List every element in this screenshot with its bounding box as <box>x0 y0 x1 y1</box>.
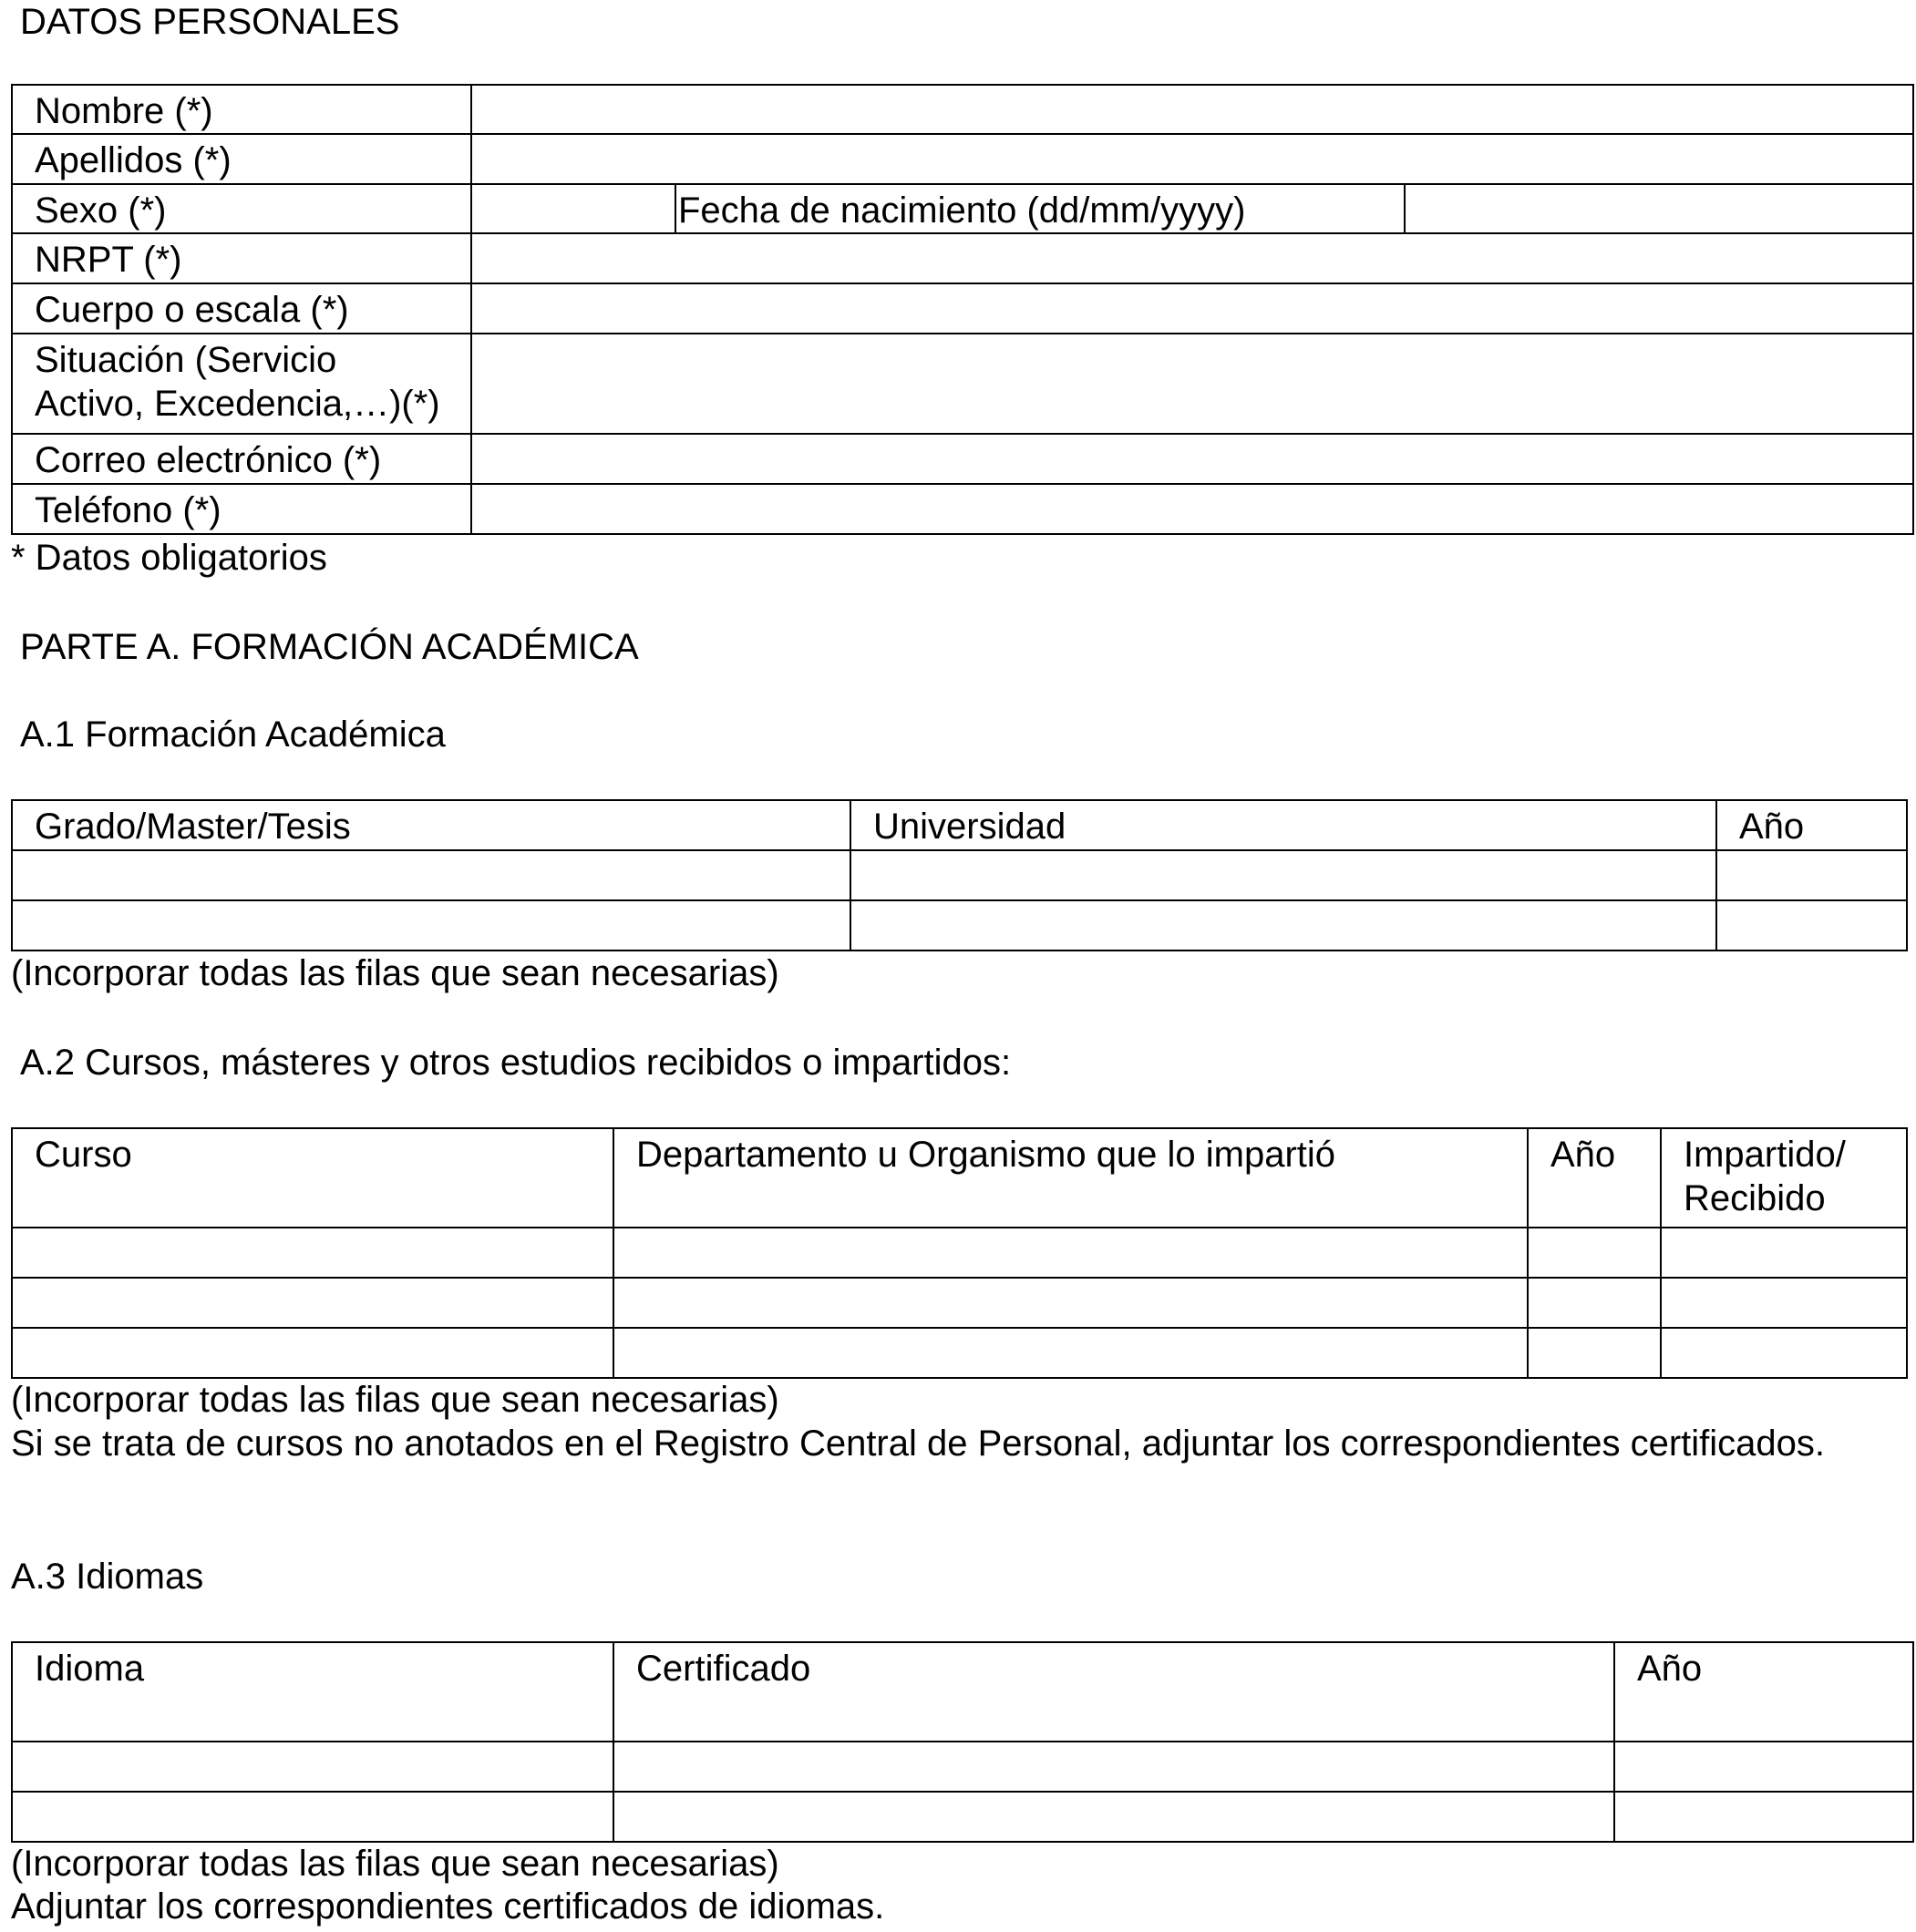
label-situacion-line1: Situación (Servicio <box>35 340 337 380</box>
a3-cell-idioma[interactable] <box>11 1791 614 1843</box>
input-telefono[interactable] <box>470 483 1914 535</box>
label-correo: Correo electrónico (*) <box>11 433 472 485</box>
a2-cell-departamento[interactable] <box>613 1277 1529 1329</box>
a3-cell-certificado[interactable] <box>613 1741 1615 1793</box>
label-situacion <box>11 333 472 435</box>
a2-cell-impartido[interactable] <box>1660 1327 1908 1379</box>
input-nombre[interactable] <box>470 84 1914 135</box>
a1-cell-universidad[interactable] <box>850 899 1717 951</box>
label-sexo: Sexo (*) <box>11 183 472 234</box>
a2-cell-departamento[interactable] <box>613 1227 1529 1279</box>
a3-header-idioma: Idioma <box>11 1641 614 1742</box>
section-title-a1: A.1 Formación Académica <box>20 714 446 755</box>
label-apellidos: Apellidos (*) <box>11 133 472 185</box>
a3-cell-idioma[interactable] <box>11 1741 614 1793</box>
note-datos-obligatorios: * Datos obligatorios <box>11 538 327 578</box>
label-nrpt: NRPT (*) <box>11 232 472 284</box>
a1-cell-universidad[interactable] <box>850 849 1717 901</box>
a1-header-ano: Año <box>1715 799 1908 851</box>
a2-cell-impartido[interactable] <box>1660 1227 1908 1279</box>
a2-cell-ano[interactable] <box>1527 1277 1662 1329</box>
a1-note: (Incorporar todas las filas que sean necesarias) <box>11 953 779 993</box>
input-nrpt[interactable] <box>470 232 1914 284</box>
input-sexo[interactable] <box>470 183 676 234</box>
a3-cell-ano[interactable] <box>1613 1741 1914 1793</box>
a1-cell-ano[interactable] <box>1715 899 1908 951</box>
input-situacion[interactable] <box>470 333 1914 435</box>
a2-header-curso: Curso <box>11 1127 614 1228</box>
a2-cell-curso[interactable] <box>11 1327 614 1379</box>
section-title-a3: A.3 Idiomas <box>11 1557 204 1597</box>
a1-header-universidad: Universidad <box>850 799 1717 851</box>
a2-header-recibido: Recibido <box>1684 1178 1826 1218</box>
a2-header-impartido: Impartido/ <box>1684 1135 1846 1175</box>
a2-header-departamento: Departamento u Organismo que lo impartió <box>613 1127 1529 1228</box>
a3-note-1: (Incorporar todas las filas que sean necesarias) <box>11 1844 779 1884</box>
input-apellidos[interactable] <box>470 133 1914 185</box>
a2-cell-curso[interactable] <box>11 1277 614 1329</box>
label-fecha-nacimiento: Fecha de nacimiento (dd/mm/yyyy) <box>675 183 1406 234</box>
a1-cell-grado[interactable] <box>11 849 851 901</box>
a2-note-2: Si se trata de cursos no anotados en el Registro Central de Personal, adjuntar los correspondientes certificados. <box>11 1423 1825 1464</box>
a2-header-ano: Año <box>1527 1127 1662 1228</box>
a2-cell-ano[interactable] <box>1527 1327 1662 1379</box>
a3-cell-ano[interactable] <box>1613 1791 1914 1843</box>
a3-header-certificado: Certificado <box>613 1641 1615 1742</box>
section-title-datos-personales: DATOS PERSONALES <box>20 2 400 42</box>
a3-note-2: Adjuntar los correspondientes certificados de idiomas. <box>11 1886 885 1927</box>
a2-note-1: (Incorporar todas las filas que sean necesarias) <box>11 1380 779 1420</box>
a1-cell-grado[interactable] <box>11 899 851 951</box>
input-fecha-nacimiento[interactable] <box>1404 183 1914 234</box>
a1-cell-ano[interactable] <box>1715 849 1908 901</box>
a2-cell-impartido[interactable] <box>1660 1277 1908 1329</box>
section-title-parte-a: PARTE A. FORMACIÓN ACADÉMICA <box>20 627 639 667</box>
a2-header-impartido-recibido <box>1660 1127 1908 1228</box>
input-correo[interactable] <box>470 433 1914 485</box>
a2-cell-departamento[interactable] <box>613 1327 1529 1379</box>
label-telefono: Teléfono (*) <box>11 483 472 535</box>
a2-cell-curso[interactable] <box>11 1227 614 1279</box>
label-nombre: Nombre (*) <box>11 84 472 135</box>
a2-cell-ano[interactable] <box>1527 1227 1662 1279</box>
a3-header-ano: Año <box>1613 1641 1914 1742</box>
input-cuerpo-escala[interactable] <box>470 283 1914 334</box>
label-cuerpo-escala: Cuerpo o escala (*) <box>11 283 472 334</box>
label-situacion-line2: Activo, Excedencia,…)(*) <box>35 384 440 424</box>
a3-cell-certificado[interactable] <box>613 1791 1615 1843</box>
a1-header-grado: Grado/Master/Tesis <box>11 799 851 851</box>
section-title-a2: A.2 Cursos, másteres y otros estudios recibidos o impartidos: <box>20 1043 1012 1083</box>
